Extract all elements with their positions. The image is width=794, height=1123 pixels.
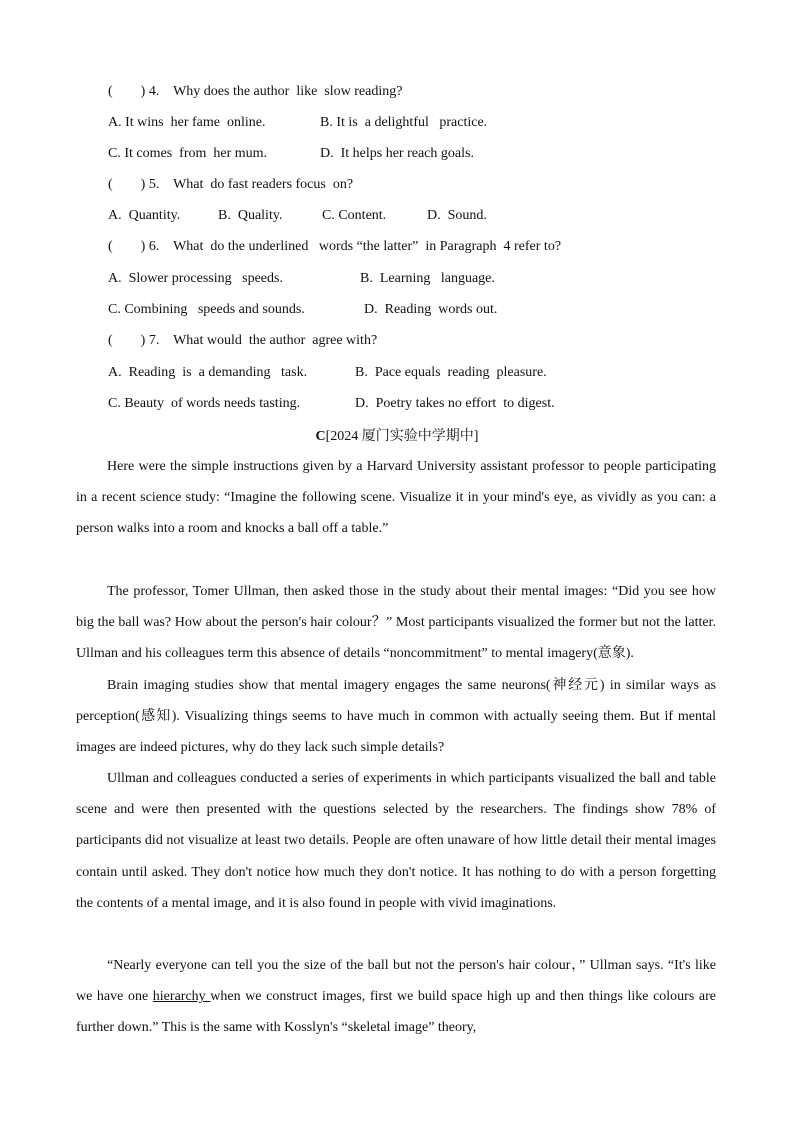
question-6: ( ) 6. What do the underlined words “the latter” in Paragraph 4 refer to? xyxy=(108,239,562,254)
q5-option-a: A. Quantity. xyxy=(108,208,181,223)
passage-paragraph-4: Ullman and colleagues conducted a series of experiments in which participants visualized the ball and table scene and were then presented with the questions selected by the researchers. The findings show 78% of participants did not visualize at least two details. People are often unaware of how little detail their mental images contain until asked. They don't notice how much they don't notice. It has nothing to do with a person forgetting the contents of a mental image, and it is also found in people with vivid imaginations. xyxy=(76,771,716,911)
passage-paragraph-3: Brain imaging studies show that mental imagery engages the same neurons(神经元) in similar ways as perception(感知). Visualizing things seems to have much in common with actually seeing them. But if mental images are indeed pictures, why do they lack such simple details? xyxy=(76,678,716,756)
section-source: [2024 厦门实验中学期中] xyxy=(325,429,479,444)
q6-option-a: A. Slower processing speeds. xyxy=(108,271,283,286)
passage-paragraph-2: The professor, Tomer Ullman, then asked those in the study about their mental images: “Did you see how big the ball was? How about the person's hair colour？” Most participants visualized the former but not the latter. Ullman and his colleagues term this absence of details “noncommitment” to mental imagery(意象). xyxy=(76,584,716,662)
question-4: ( ) 4. Why does the author like slow reading? xyxy=(108,84,403,99)
q6-option-b: B. Learning language. xyxy=(360,271,495,286)
q5-option-c: C. Content. xyxy=(322,208,387,223)
passage-paragraph-1: Here were the simple instructions given by a Harvard University assistant professor to people participating in a recent science study: “Imagine the following scene. Visualize it in your mind's eye, as vividly as you can: a person walks into a room and knocks a ball off a table.” xyxy=(76,459,716,537)
underlined-word-hierarchy: hierarchy xyxy=(152,989,211,1005)
question-7: ( ) 7. What would the author agree with? xyxy=(108,333,378,348)
q6-option-d: D. Reading words out. xyxy=(364,302,498,317)
q4-option-d: D. It helps her reach goals. xyxy=(320,146,474,161)
q4-option-c: C. It comes from her mum. xyxy=(108,146,268,161)
q7-option-c: C. Beauty of words needs tasting. xyxy=(108,396,301,411)
q5-option-d: D. Sound. xyxy=(427,208,487,223)
q5-option-b: B. Quality. xyxy=(218,208,283,223)
q7-option-a: A. Reading is a demanding task. xyxy=(108,365,308,380)
q7-option-b: B. Pace equals reading pleasure. xyxy=(355,365,547,380)
q4-option-b: B. It is a delightful practice. xyxy=(320,115,488,130)
passage-paragraph-5: “Nearly everyone can tell you the size of the ball but not the person's hair colour，” Ullman says. “It's like we have one hierarchy when we construct images, first we build space high up and then things like colours are further down.” This is the same with Kosslyn's “skeletal image” theory, xyxy=(76,958,716,1036)
q6-option-c: C. Combining speeds and sounds. xyxy=(108,302,305,317)
section-heading xyxy=(0,427,794,447)
question-5: ( ) 5. What do fast readers focus on? xyxy=(108,177,354,192)
q7-option-d: D. Poetry takes no effort to digest. xyxy=(355,396,555,411)
section-letter: C xyxy=(315,429,326,444)
q4-option-a: A. It wins her fame online. xyxy=(108,115,266,130)
